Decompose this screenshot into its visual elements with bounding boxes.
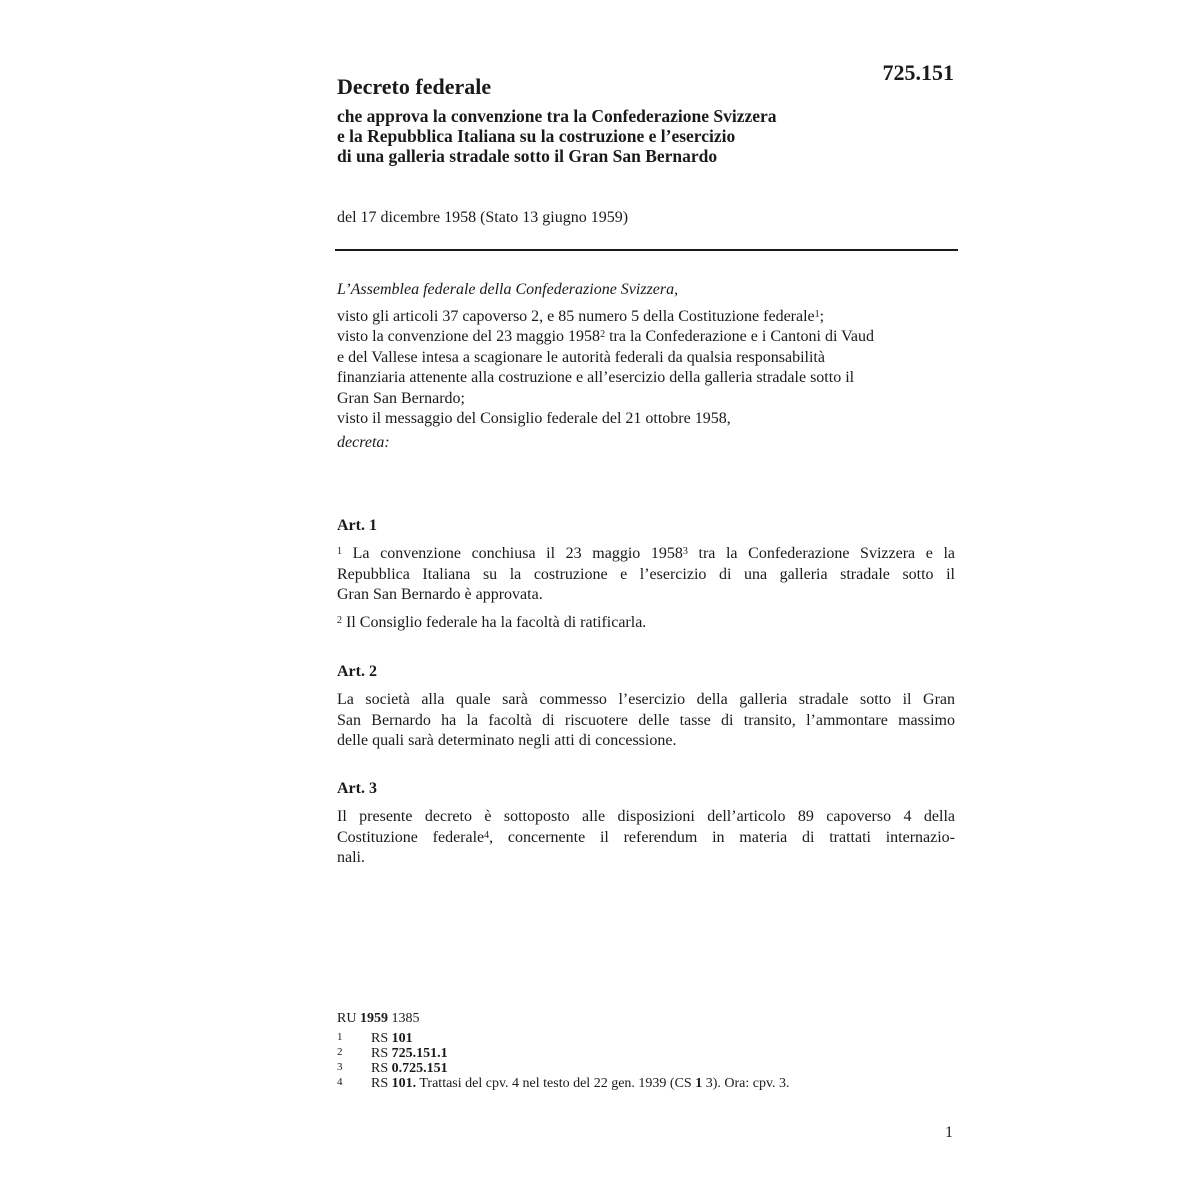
paragraph-line: Il presente decreto è sottoposto alle disposizioni dell’articolo 89 capoverso 4 della (337, 808, 955, 825)
preamble (337, 280, 957, 453)
ru-reference (337, 1011, 957, 1027)
paragraph-line (337, 828, 955, 849)
paragraph-line: Gran San Bernardo è approvata. (337, 586, 543, 603)
paragraph-line: La società alla quale sarà commesso l’esercizio della galleria stradale sotto il Gran (337, 691, 955, 708)
preamble-text: visto la convenzione del 23 maggio 1958 (337, 328, 601, 345)
footnote-prefix: RS (371, 1061, 392, 1076)
paragraph-text: , concernente il referendum in materia di trattati internazio- (489, 828, 956, 846)
footnote-cs-volume: 1 (695, 1076, 703, 1091)
footnote-number: 2 (337, 1046, 343, 1058)
article-heading: Art. 3 (337, 780, 377, 797)
footnote-4 (337, 1076, 957, 1091)
footnote-ref-2[interactable]: 2 (600, 329, 606, 340)
footnote-number: 1 (337, 1031, 343, 1043)
footnote-number: 3 (337, 1061, 343, 1073)
subtitle-line: e la Repubblica Italiana su la costruzione e l’esercizio (337, 126, 736, 146)
article-3 (337, 780, 955, 869)
article-2 (337, 663, 955, 752)
paragraph-line: nali. (337, 849, 365, 866)
article-heading: Art. 1 (337, 517, 377, 534)
document-subtitle (337, 106, 897, 166)
paragraph-line: Repubblica Italiana su la costruzione e l’esercizio di una galleria stradale sotto il (337, 565, 955, 583)
preamble-text: visto gli articoli 37 capoverso 2, e 85 numero 5 della Costituzione federale (337, 307, 815, 325)
footnote-prefix: RS (371, 1076, 392, 1091)
footnote-sr[interactable]: 101 (391, 1031, 413, 1046)
sr-number: 725.151 (882, 60, 954, 85)
paragraph-line (337, 544, 955, 565)
preamble-heading: L’Assemblea federale della Confederazione Svizzera, (337, 281, 679, 298)
footnote-text (371, 1076, 790, 1091)
footnotes (337, 1011, 957, 1091)
footnote-prefix: RS (371, 1031, 392, 1046)
footnote-text (371, 1061, 448, 1076)
footnote-sr[interactable]: 0.725.151 (391, 1061, 448, 1076)
article-paragraph (337, 690, 955, 752)
article-paragraph (337, 807, 955, 869)
footnote-ref-1[interactable]: 1 (814, 308, 820, 320)
footnote-ref-4[interactable]: 4 (484, 829, 490, 841)
preamble-line (337, 307, 957, 328)
paragraph-text: tra la Confederazione Svizzera e la (687, 545, 955, 562)
preamble-text: tra la Confederazione e i Cantoni di Vaud (605, 328, 875, 345)
paragraph-number: 1 (337, 546, 342, 557)
subtitle-line: che approva la convenzione tra la Confederazione Svizzera (337, 106, 777, 126)
footnote-sr[interactable]: 101. (391, 1076, 417, 1091)
footnote-text (371, 1046, 448, 1061)
preamble-text: ; (819, 307, 825, 325)
footnote-sr[interactable]: 725.151.1 (391, 1046, 448, 1061)
ru-page: 1385 (387, 1011, 420, 1026)
footnote-ref-3[interactable]: 3 (682, 546, 688, 557)
page-number: 1 (945, 1124, 953, 1141)
preamble-line (337, 327, 957, 348)
paragraph-text: La convenzione conchiusa il 23 maggio 1958 (342, 545, 683, 562)
article-heading: Art. 2 (337, 663, 377, 680)
decreta-label: decreta: (337, 433, 390, 451)
document-date: del 17 dicembre 1958 (Stato 13 giugno 1959) (337, 209, 629, 226)
preamble-line: finanziaria attenente alla costruzione e all’esercizio della galleria stradale sotto il (337, 369, 855, 386)
article-paragraph (337, 613, 955, 634)
paragraph-line: San Bernardo ha la facoltà di riscuotere delle tasse di transito, l’ammontare massimo (337, 711, 955, 729)
footnote-3 (337, 1061, 957, 1076)
footnote-prefix: RS (371, 1046, 392, 1061)
article-1 (337, 517, 955, 633)
ru-prefix: RU (337, 1011, 360, 1026)
article-paragraph (337, 544, 955, 606)
footnote-1 (337, 1031, 957, 1046)
footnote-text (371, 1031, 413, 1046)
preamble-line: Gran San Bernardo; (337, 389, 465, 407)
preamble-line: visto il messaggio del Consiglio federale del 21 ottobre 1958, (337, 410, 731, 427)
paragraph-number: 2 (337, 614, 342, 626)
footnote-2 (337, 1046, 957, 1061)
paragraph-text: Il Consiglio federale ha la facoltà di ratificarla. (342, 613, 647, 631)
paragraph-text: Costituzione federale (337, 828, 485, 846)
paragraph-line (337, 613, 955, 634)
subtitle-line: di una galleria stradale sotto il Gran San Bernardo (337, 146, 718, 166)
footnote-rest: Trattasi del cpv. 4 nel testo del 22 gen. 1939 (CS (416, 1076, 696, 1091)
footnote-number: 4 (337, 1076, 343, 1088)
paragraph-line: delle quali sarà determinato negli atti di concessione. (337, 732, 677, 749)
ru-year: 1959 (359, 1011, 388, 1026)
footnote-rest: 3). Ora: cpv. 3. (702, 1076, 790, 1091)
document-title: Decreto federale (337, 74, 492, 99)
header-divider (335, 249, 958, 251)
preamble-line: e del Vallese intesa a scagionare le autorità federali da qualsia responsabilità (337, 348, 825, 366)
